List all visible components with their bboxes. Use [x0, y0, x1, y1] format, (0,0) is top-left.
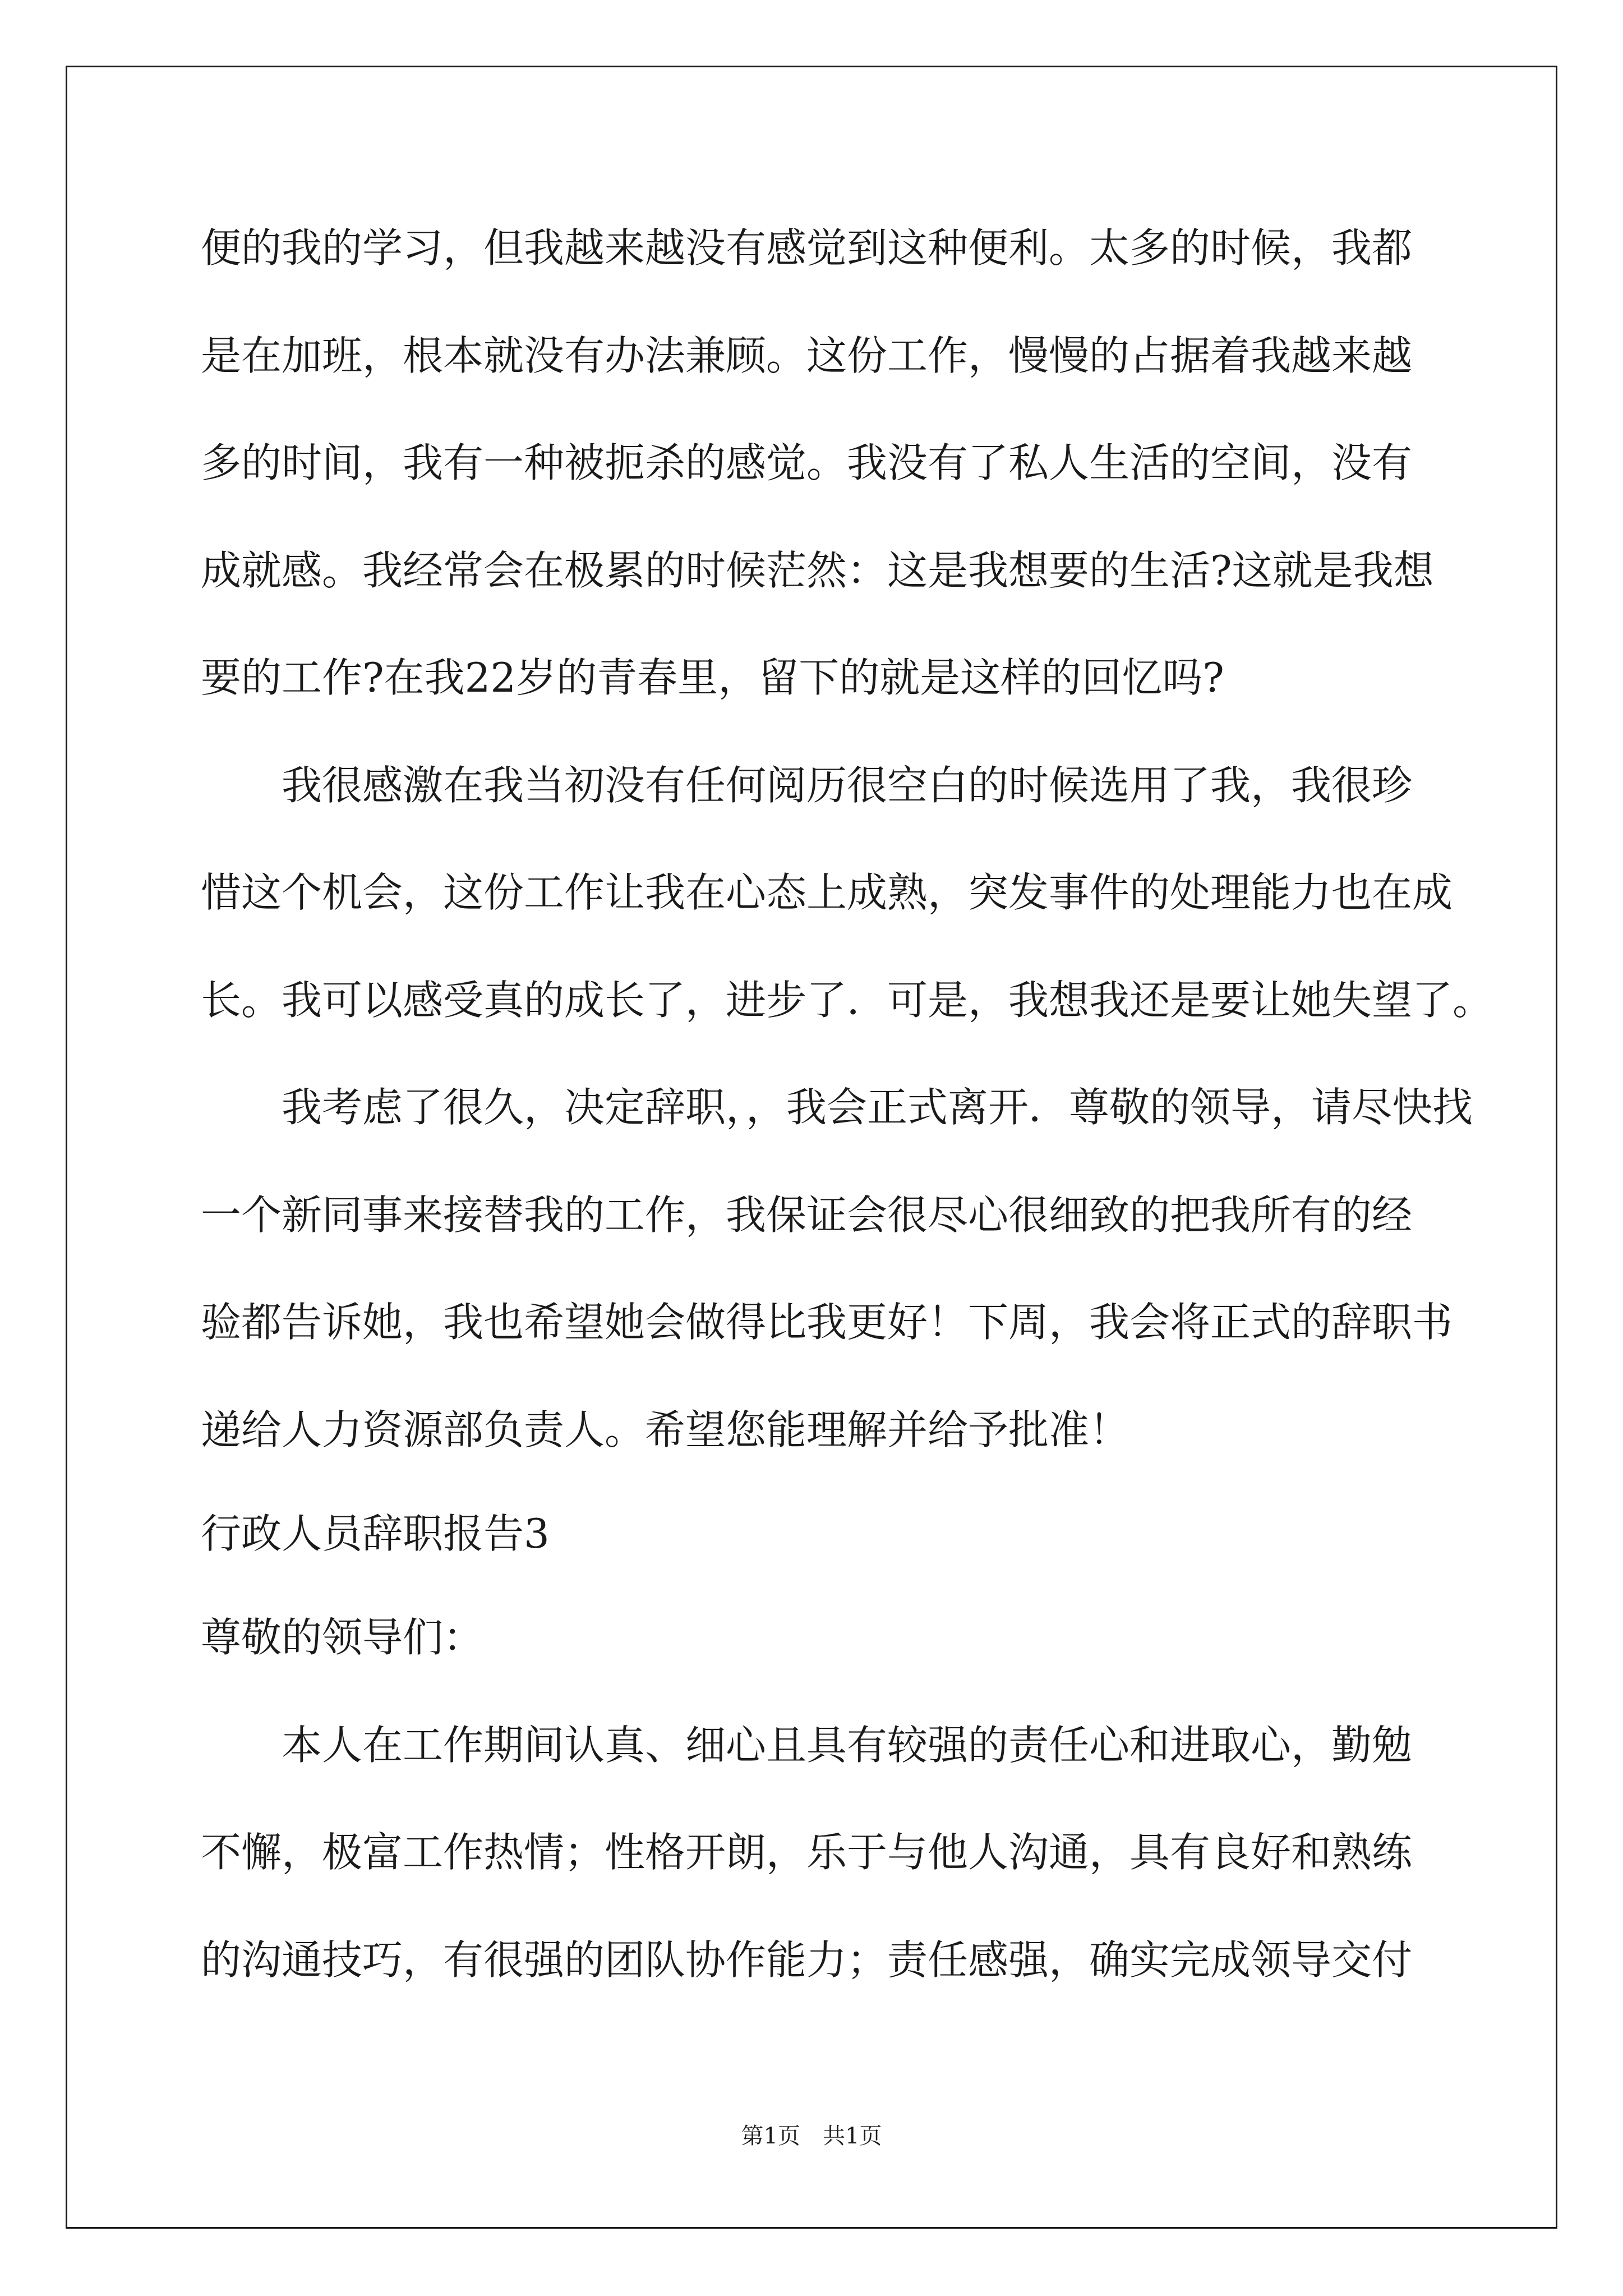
- text-line: 长。我可以感受真的成长了，进步了．可是，我想我还是要让她失望了。: [201, 977, 1493, 1024]
- text-line: 我很感激在我当初没有任何阅历很空白的时候选用了我，我很珍: [201, 762, 1413, 809]
- text-line: 要的工作?在我22岁的青春里，留下的就是这样的回忆吗?: [201, 654, 1224, 701]
- text-line: 是在加班，根本就没有办法兼顾。这份工作，慢慢的占据着我越来越: [201, 332, 1413, 379]
- page-border: [66, 66, 1557, 2229]
- text-line: 不懈，极富工作热情；性格开朗，乐于与他人沟通，具有良好和熟练: [201, 1829, 1413, 1876]
- text-line: 验都告诉她，我也希望她会做得比我更好！下周，我会将正式的辞职书: [201, 1299, 1453, 1346]
- text-line: 本人在工作期间认真、细心且具有较强的责任心和进取心，勤勉: [201, 1722, 1413, 1769]
- text-line: 多的时间，我有一种被扼杀的感觉。我没有了私人生活的空间，没有: [201, 439, 1413, 486]
- page-footer: 第1页 共1页: [741, 2123, 882, 2149]
- text-line: 递给人力资源部负责人。希望您能理解并给予批准！: [201, 1406, 1130, 1453]
- text-line: 便的我的学习，但我越来越没有感觉到这种便利。太多的时候，我都: [201, 224, 1413, 272]
- text-line: 我考虑了很久，决定辞职，，我会正式离开．尊敬的领导，请尽快找: [201, 1084, 1473, 1131]
- text-line: 成就感。我经常会在极累的时候茫然：这是我想要的生活?这就是我想: [201, 547, 1434, 594]
- text-line: 一个新同事来接替我的工作，我保证会很尽心很细致的把我所有的经: [201, 1191, 1413, 1239]
- section-heading: 行政人员辞职报告3: [201, 1510, 550, 1557]
- text-line: 的沟通技巧，有很强的团队协作能力；责任感强，确实完成领导交付: [201, 1936, 1413, 1984]
- salutation: 尊敬的领导们：: [201, 1614, 484, 1661]
- text-line: 惜这个机会，这份工作让我在心态上成熟，突发事件的处理能力也在成: [201, 869, 1453, 916]
